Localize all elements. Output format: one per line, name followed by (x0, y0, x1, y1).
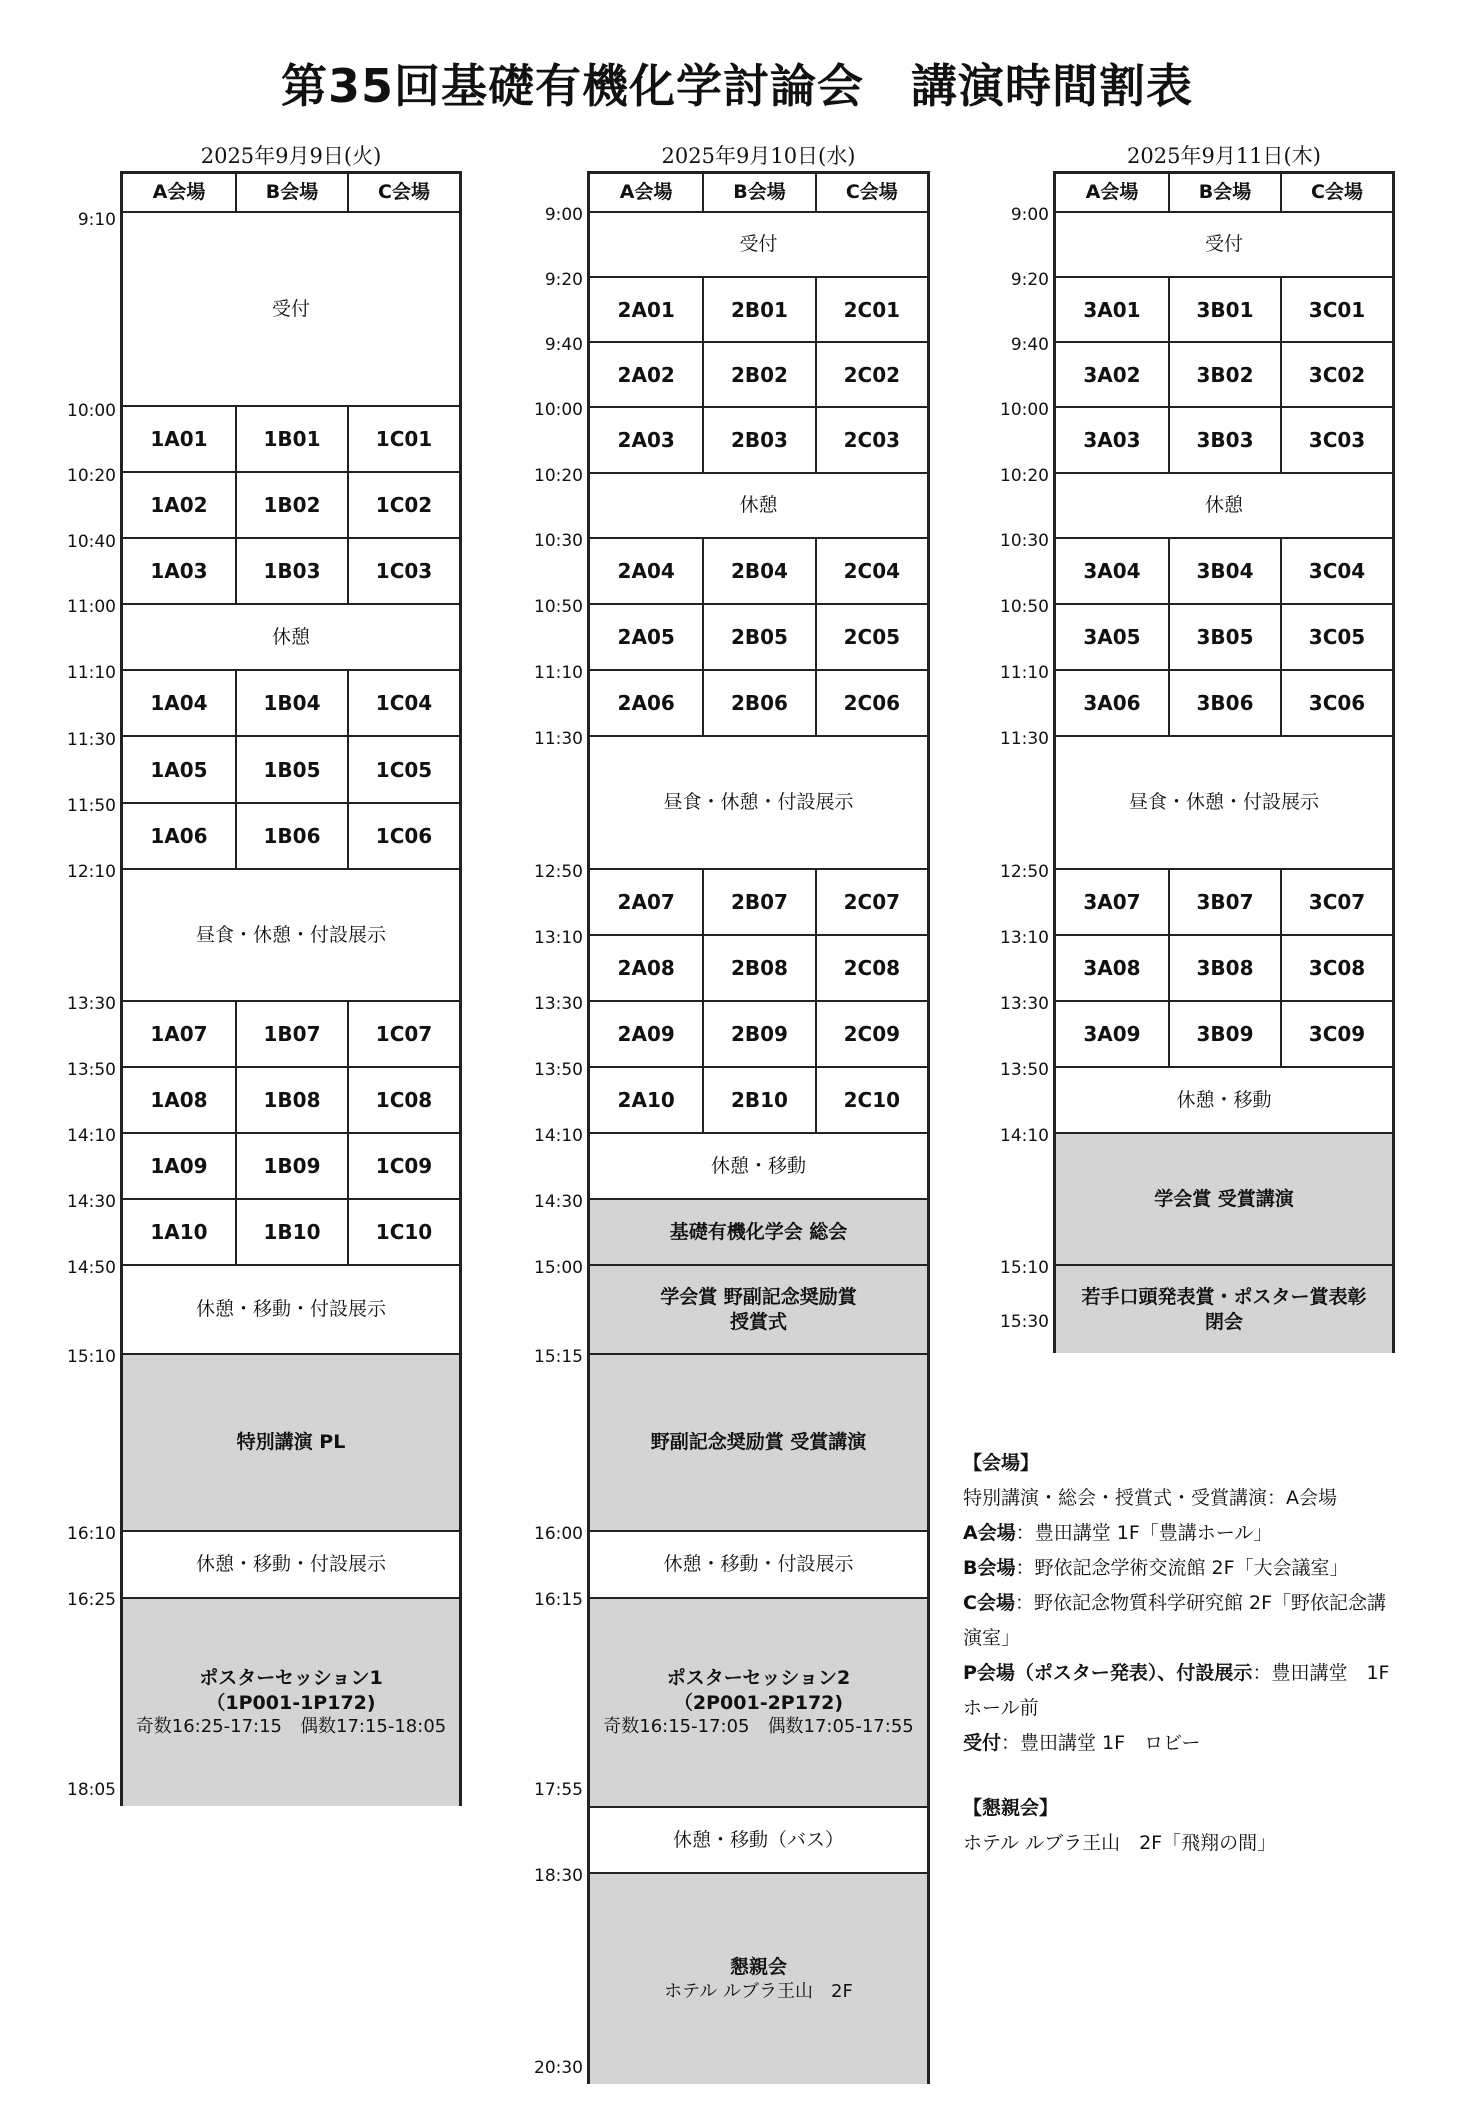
time-label: 13:30 (534, 994, 583, 1014)
session-cell: 2A09 (590, 1000, 702, 1066)
time-label: 12:10 (67, 862, 116, 882)
break-row: 受付 (1056, 211, 1392, 276)
time-label: 13:50 (534, 1060, 583, 1080)
session-cell: 3C07 (1280, 868, 1392, 934)
session-cell: 2B08 (702, 934, 814, 1000)
session-cell: 3A08 (1056, 934, 1168, 1000)
day-date-label: 2025年9月10日(水) (661, 144, 856, 168)
event-title-line: （1P001-1P172) (206, 1691, 376, 1714)
venue-heading: 【会場】 (963, 1452, 1040, 1474)
plenary-event (1056, 1264, 1392, 1353)
time-label: 9:10 (77, 210, 116, 230)
session-cell: 1C03 (347, 537, 459, 603)
time-label: 10:20 (67, 466, 116, 486)
session-cell: 1A09 (123, 1132, 235, 1198)
day-date-label: 2025年9月9日(火) (200, 144, 382, 168)
time-label: 14:50 (67, 1258, 116, 1278)
venue-line-reception: 受付：豊田講堂 1F ロビー (963, 1732, 1201, 1754)
event-title-line: 懇親会 (729, 1955, 787, 1978)
session-cell: 3A07 (1056, 868, 1168, 934)
event-detail: 奇数16:25-17:15 偶数17:15-18:05 (135, 1716, 447, 1738)
session-cell: 2B09 (702, 1000, 814, 1066)
session-cell: 3C01 (1280, 276, 1392, 341)
session-cell: 2B07 (702, 868, 814, 934)
session-cell: 3C08 (1280, 934, 1392, 1000)
session-cell: 3B09 (1168, 1000, 1280, 1066)
session-cell: 3A05 (1056, 603, 1168, 669)
session-cell: 3A02 (1056, 341, 1168, 406)
time-label: 14:10 (1000, 1126, 1049, 1146)
time-label: 10:30 (1000, 531, 1049, 551)
time-label: 11:30 (67, 730, 116, 750)
plenary-event (1056, 1132, 1392, 1264)
session-cell: 1B10 (235, 1198, 347, 1264)
event-title-line: 野副記念奨励賞 受賞講演 (650, 1431, 867, 1454)
session-cell: 2B04 (702, 537, 814, 603)
break-row: 昼食・休憩・付設展示 (590, 735, 927, 868)
day-date-label: 2025年9月11日(木) (1127, 144, 1321, 168)
time-label: 12:50 (1000, 862, 1049, 882)
break-row: 受付 (123, 211, 459, 405)
event-title-line: 学会賞 野副記念奨励賞 (660, 1285, 857, 1308)
time-label: 11:50 (67, 796, 116, 816)
session-cell: 2C04 (815, 537, 927, 603)
venue-header: C会場 (815, 174, 927, 211)
break-row: 休憩・移動・付設展示 (590, 1530, 927, 1597)
page-title: 第35回基礎有機化学討論会 講演時間割表 (280, 59, 1193, 113)
event-detail: ホテル ルブラ王山 2F (664, 1980, 853, 2002)
time-label: 13:50 (1000, 1060, 1049, 1080)
time-label: 11:10 (67, 663, 116, 683)
session-cell: 2C01 (815, 276, 927, 341)
plenary-event (590, 1597, 927, 1806)
time-label: 13:10 (534, 928, 583, 948)
time-label: 14:10 (534, 1126, 583, 1146)
venue-header: B会場 (1168, 174, 1280, 211)
time-label: 10:00 (67, 401, 116, 421)
time-label: 10:00 (534, 400, 583, 420)
session-cell: 2C09 (815, 1000, 927, 1066)
session-cell: 2B05 (702, 603, 814, 669)
time-label: 11:10 (534, 663, 583, 683)
event-title-line: 若手口頭発表賞・ポスター賞表彰 (1081, 1285, 1367, 1308)
time-label: 13:50 (67, 1060, 116, 1080)
session-cell: 2C03 (815, 406, 927, 472)
event-title-line: 学会賞 受賞講演 (1154, 1187, 1294, 1210)
session-cell: 1B02 (235, 471, 347, 537)
session-cell: 2A01 (590, 276, 702, 341)
time-label: 18:05 (67, 1780, 116, 1800)
session-cell: 1B09 (235, 1132, 347, 1198)
session-cell: 1A06 (123, 802, 235, 868)
session-cell: 2C02 (815, 341, 927, 406)
session-cell: 2C08 (815, 934, 927, 1000)
plenary-event (590, 1353, 927, 1530)
session-cell: 3A06 (1056, 669, 1168, 735)
venue-header: C会場 (1280, 174, 1392, 211)
time-label: 9:40 (1010, 335, 1049, 355)
session-cell: 3B01 (1168, 276, 1280, 341)
break-row: 昼食・休憩・付設展示 (123, 868, 459, 1000)
venue-line-b: B会場：野依記念学術交流館 2F「大会議室」 (963, 1557, 1349, 1579)
session-cell: 1B04 (235, 669, 347, 735)
session-cell: 1C02 (347, 471, 459, 537)
session-cell: 3B04 (1168, 537, 1280, 603)
break-row: 昼食・休憩・付設展示 (1056, 735, 1392, 868)
time-label: 10:20 (1000, 466, 1049, 486)
session-cell: 2C06 (815, 669, 927, 735)
time-label: 16:15 (534, 1590, 583, 1610)
time-label: 13:30 (67, 994, 116, 1014)
venue-header: A会場 (123, 174, 235, 211)
break-row: 休憩・移動（バス） (590, 1806, 927, 1872)
time-label: 11:30 (1000, 729, 1049, 749)
time-label: 10:00 (1000, 400, 1049, 420)
session-cell: 2B02 (702, 341, 814, 406)
plenary-event (590, 1872, 927, 2084)
break-row: 休憩・移動・付設展示 (123, 1530, 459, 1597)
session-cell: 2A04 (590, 537, 702, 603)
session-cell: 2B03 (702, 406, 814, 472)
break-row: 受付 (590, 211, 927, 276)
time-label: 13:10 (1000, 928, 1049, 948)
venue-header: C会場 (347, 174, 459, 211)
venue-header: B会場 (702, 174, 814, 211)
time-label: 18:30 (534, 1866, 583, 1886)
time-label: 16:25 (67, 1590, 116, 1610)
session-cell: 3B06 (1168, 669, 1280, 735)
session-cell: 3A03 (1056, 406, 1168, 472)
session-cell: 1B06 (235, 802, 347, 868)
session-cell: 3B03 (1168, 406, 1280, 472)
day-grid (1053, 171, 1395, 1353)
time-label: 13:30 (1000, 994, 1049, 1014)
time-label: 20:30 (534, 2058, 583, 2078)
venue-header: A会場 (590, 174, 702, 211)
time-label: 16:10 (67, 1524, 116, 1544)
session-cell: 2C07 (815, 868, 927, 934)
session-cell: 3A09 (1056, 1000, 1168, 1066)
event-title-line: 特別講演 PL (236, 1431, 346, 1454)
plenary-event (590, 1264, 927, 1353)
venue-header: B会場 (235, 174, 347, 211)
time-label: 12:50 (534, 862, 583, 882)
break-row: 休憩・移動・付設展示 (123, 1264, 459, 1353)
break-row: 休憩 (1056, 472, 1392, 537)
session-cell: 2A03 (590, 406, 702, 472)
venue-line-a: A会場：豊田講堂 1F「豊講ホール」 (963, 1522, 1273, 1544)
session-cell: 2B01 (702, 276, 814, 341)
time-label: 10:30 (534, 531, 583, 551)
time-label: 9:20 (1010, 270, 1049, 290)
time-label: 14:30 (534, 1192, 583, 1212)
session-cell: 1A10 (123, 1198, 235, 1264)
time-label: 9:00 (544, 205, 583, 225)
venue-header: A会場 (1056, 174, 1168, 211)
break-row: 休憩・移動 (590, 1132, 927, 1198)
session-cell: 2A07 (590, 868, 702, 934)
session-cell: 1C08 (347, 1066, 459, 1132)
party-line: ホテル ルブラ王山 2F「飛翔の間」 (963, 1832, 1277, 1854)
time-label: 15:10 (1000, 1258, 1049, 1278)
session-cell: 1A08 (123, 1066, 235, 1132)
session-cell: 3B08 (1168, 934, 1280, 1000)
session-cell: 1C09 (347, 1132, 459, 1198)
event-title-line: （2P001-2P172) (673, 1691, 844, 1714)
session-cell: 3B02 (1168, 341, 1280, 406)
session-cell: 3A01 (1056, 276, 1168, 341)
session-cell: 1C01 (347, 405, 459, 471)
session-cell: 1C10 (347, 1198, 459, 1264)
time-label: 15:00 (534, 1258, 583, 1278)
time-label: 11:00 (67, 597, 116, 617)
session-cell: 1B05 (235, 735, 347, 802)
venue-line-p: P会場（ポスター発表）、付設展示：豊田講堂 1Fホール前 (963, 1662, 1390, 1719)
session-cell: 3B05 (1168, 603, 1280, 669)
session-cell: 3C06 (1280, 669, 1392, 735)
event-title-line: ポスターセッション2 (666, 1667, 851, 1690)
session-cell: 1B08 (235, 1066, 347, 1132)
session-cell: 1A03 (123, 537, 235, 603)
session-cell: 2C05 (815, 603, 927, 669)
time-label: 10:50 (534, 597, 583, 617)
event-title-line: ポスターセッション1 (199, 1667, 383, 1690)
session-cell: 3A04 (1056, 537, 1168, 603)
time-label: 15:15 (534, 1347, 583, 1367)
session-cell: 1C05 (347, 735, 459, 802)
time-label: 9:00 (1010, 205, 1049, 225)
session-cell: 2A05 (590, 603, 702, 669)
session-cell: 1A01 (123, 405, 235, 471)
event-title-line: 閉会 (1204, 1310, 1243, 1333)
venue-line-0: 特別講演・総会・授賞式・受賞講演：A会場 (963, 1487, 1337, 1509)
break-row: 休憩 (123, 603, 459, 669)
plenary-event (590, 1198, 927, 1264)
time-label: 10:20 (534, 466, 583, 486)
session-cell: 1C07 (347, 1000, 459, 1066)
time-label: 17:55 (534, 1780, 583, 1800)
party-heading: 【懇親会】 (963, 1797, 1059, 1819)
session-cell: 1C04 (347, 669, 459, 735)
session-cell: 3C05 (1280, 603, 1392, 669)
session-cell: 3C03 (1280, 406, 1392, 472)
venue-line-c: C会場：野依記念物質科学研究館 2F「野依記念講演室」 (963, 1592, 1387, 1649)
session-cell: 1A04 (123, 669, 235, 735)
time-label: 10:50 (1000, 597, 1049, 617)
event-title-line: 基礎有機化学会 総会 (669, 1220, 848, 1243)
plenary-event (123, 1353, 459, 1530)
day-grid (587, 171, 930, 2084)
event-detail: 奇数16:15-17:05 偶数17:05-17:55 (603, 1716, 914, 1738)
session-cell: 3C04 (1280, 537, 1392, 603)
time-label: 15:30 (1000, 1312, 1049, 1332)
time-label: 14:10 (67, 1126, 116, 1146)
time-label: 9:20 (544, 270, 583, 290)
session-cell: 2B06 (702, 669, 814, 735)
session-cell: 2A02 (590, 341, 702, 406)
time-label: 15:10 (67, 1347, 116, 1367)
session-cell: 2C10 (815, 1066, 927, 1132)
session-cell: 1A02 (123, 471, 235, 537)
session-cell: 2A06 (590, 669, 702, 735)
time-label: 11:10 (1000, 663, 1049, 683)
session-cell: 1B07 (235, 1000, 347, 1066)
session-cell: 2B10 (702, 1066, 814, 1132)
session-cell: 1B03 (235, 537, 347, 603)
venue-info (963, 1446, 1403, 1861)
event-title-line: 授賞式 (729, 1310, 787, 1333)
time-label: 14:30 (67, 1192, 116, 1212)
time-label: 16:00 (534, 1524, 583, 1544)
time-label: 11:30 (534, 729, 583, 749)
session-cell: 1C06 (347, 802, 459, 868)
session-cell: 3C02 (1280, 341, 1392, 406)
session-cell: 3C09 (1280, 1000, 1392, 1066)
break-row: 休憩・移動 (1056, 1066, 1392, 1132)
session-cell: 2A08 (590, 934, 702, 1000)
day-grid (120, 171, 462, 1806)
plenary-event (123, 1597, 459, 1806)
time-label: 9:40 (544, 335, 583, 355)
session-cell: 2A10 (590, 1066, 702, 1132)
time-label: 10:40 (67, 532, 116, 552)
session-cell: 1A05 (123, 735, 235, 802)
session-cell: 1B01 (235, 405, 347, 471)
session-cell: 3B07 (1168, 868, 1280, 934)
session-cell: 1A07 (123, 1000, 235, 1066)
break-row: 休憩 (590, 472, 927, 537)
